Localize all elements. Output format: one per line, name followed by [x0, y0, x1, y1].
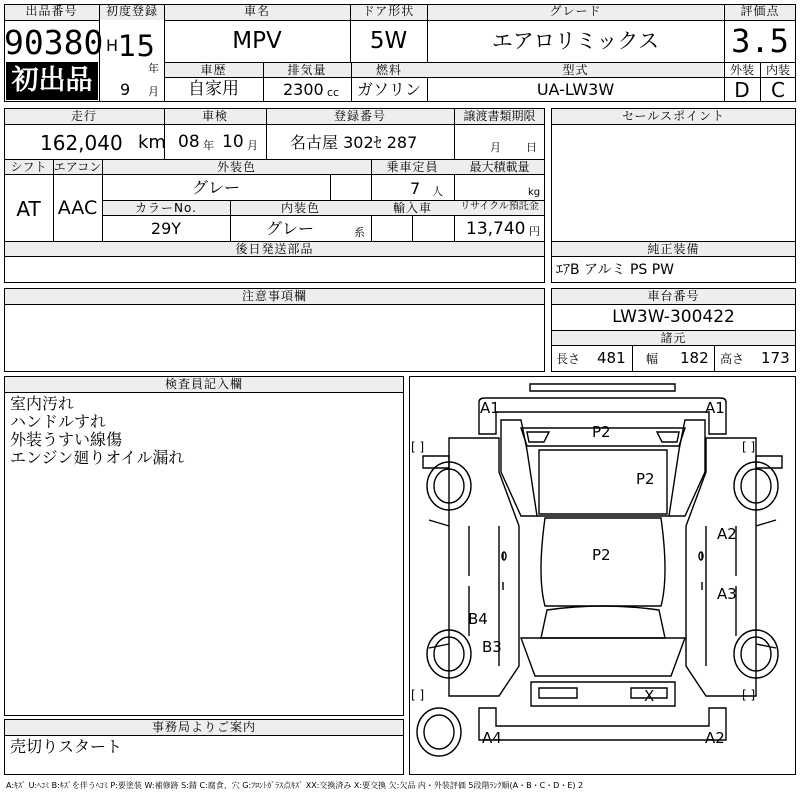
damage-marker-right-door: A2	[717, 525, 737, 543]
damage-marker-rear-left: A4	[482, 729, 502, 747]
interior-color-label: 内装色	[280, 201, 320, 215]
equipment-list: ｴｱB アルミ PS PW	[556, 262, 675, 278]
registration-month: 9	[120, 80, 131, 99]
recycle-deposit: 13,740	[466, 219, 526, 239]
lot-number: 90380	[4, 23, 104, 62]
door-label: ドア形状	[362, 4, 415, 18]
transfer-deadline-label: 譲渡書類期限	[463, 109, 536, 123]
inspector-line: ハンドルすれ	[10, 412, 107, 431]
max-load-label: 最大積載量	[469, 160, 530, 174]
caution-label: 注意事項欄	[241, 289, 307, 303]
exterior-grade-label: 外装	[729, 63, 754, 77]
history-label: 車歴	[200, 63, 227, 77]
lot-number-label: 出品番号	[25, 4, 78, 18]
chassis-label: 車台番号	[647, 289, 700, 303]
capacity-label: 乗車定員	[386, 160, 439, 174]
ac-type: AAC	[57, 197, 98, 219]
sales-points-label: セールスポイント	[622, 109, 725, 123]
plate-label: 登録番号	[333, 109, 386, 123]
model-code: UA-LW3W	[536, 80, 615, 99]
month-unit: 月	[148, 85, 159, 98]
displacement: 2300	[283, 80, 324, 99]
damage-marker-rear-lamp: X	[644, 687, 655, 705]
exterior-color: グレー	[191, 178, 240, 197]
damage-marker-left-door: B4	[468, 610, 488, 628]
grade: エアロリミックス	[491, 29, 660, 53]
interior-grade-label: 内装	[765, 63, 790, 77]
width-label: 幅	[646, 352, 659, 366]
year-unit: 年	[148, 62, 159, 75]
length-label: 長さ	[556, 352, 581, 366]
damage-marker-front-right: A1	[705, 399, 725, 417]
overall-score: 3.5	[731, 22, 789, 60]
length-value: 481	[597, 349, 626, 367]
inspector-label: 検査員記入欄	[164, 377, 243, 391]
displacement-label: 排気量	[287, 63, 327, 77]
car-name-label: 車名	[243, 4, 270, 18]
capacity: 7	[410, 179, 421, 198]
displacement-unit: cc	[327, 86, 340, 99]
left-rear-bracket: [ ]	[411, 688, 425, 702]
inspector-line: 外装うすい線傷	[10, 430, 123, 449]
dimensions-label: 諸元	[660, 331, 687, 345]
height-value: 173	[761, 349, 790, 367]
damage-marker-front-bumper: P2	[592, 423, 611, 441]
interior-grade: C	[771, 78, 785, 102]
damage-marker-roof: P2	[592, 546, 611, 564]
car-history: 自家用	[188, 79, 239, 99]
inspection-month-unit: 月	[247, 139, 258, 152]
color-number-label: カラーNo.	[135, 201, 197, 215]
era-letter: H	[106, 36, 119, 55]
inspection-month: 10	[222, 132, 244, 152]
door-type: 5W	[369, 28, 408, 54]
recycle-deposit-label: リサイクル預託金	[460, 201, 539, 212]
equipment-label: 純正装備	[647, 242, 700, 256]
damage-marker-rear-right: A2	[705, 729, 725, 747]
width-value: 182	[680, 349, 709, 367]
interior-color-suffix: 系	[354, 226, 365, 239]
height-label: 高さ	[720, 352, 745, 366]
mileage-unit: km	[138, 132, 166, 153]
ac-label: エアコン	[53, 160, 102, 174]
office-note: 売切りスタート	[10, 737, 123, 756]
mileage-label: 走行	[70, 109, 97, 123]
import-label: 輸入車	[392, 201, 432, 215]
grade-label: グレード	[549, 4, 602, 18]
fuel-type: ガソリン	[356, 80, 421, 99]
chassis-number: LW3W-300422	[612, 307, 735, 327]
later-parts-label: 後日発送部品	[235, 242, 314, 256]
inspection-label: 車検	[201, 109, 228, 123]
fuel-label: 燃料	[375, 63, 402, 77]
inspector-line: 室内汚れ	[10, 394, 75, 413]
score-label: 評価点	[740, 4, 780, 18]
damage-marker-right-rear: A3	[717, 585, 737, 603]
damage-marker-left-rear: B3	[482, 638, 502, 656]
model-label: 型式	[562, 63, 589, 77]
transfer-day-unit: 日	[526, 141, 537, 154]
mileage: 162,040	[40, 131, 123, 155]
right-mirror-bracket: [ ]	[742, 440, 756, 454]
damage-marker-hood: P2	[636, 470, 655, 488]
recycle-unit: 円	[529, 225, 540, 238]
office-label: 事務局よりご案内	[151, 720, 256, 734]
max-load-unit: kg	[528, 187, 541, 198]
damage-legend: A:ｷｽﾞ U:ﾍｺﾐ B:ｷｽﾞを伴うﾍｺﾐ P:要塗装 W:補修跡 S:錆 C:腐食、穴 G:ﾌﾛﾝﾄｶﾞﾗｽ点ｷｽﾞ XX:交換済み X:要交換 欠:欠品 内・外装評価 5段階ﾗﾝｸ順(A・B・C・D・E) 2	[6, 781, 584, 790]
first-registration-label: 初度登録	[105, 4, 158, 18]
damage-marker-front-left: A1	[480, 399, 500, 417]
shift-type: AT	[16, 197, 41, 221]
interior-color: グレー	[265, 219, 314, 238]
exterior-grade: D	[734, 78, 750, 102]
capacity-unit: 人	[432, 185, 443, 198]
left-mirror-bracket: [ ]	[411, 440, 425, 454]
inspector-line: エンジン廻りオイル漏れ	[10, 448, 185, 467]
registration-year: 15	[118, 29, 155, 63]
inspection-year-unit: 年	[203, 139, 214, 152]
transfer-month-unit: 月	[490, 141, 501, 154]
first-listing-badge: 初出品	[6, 62, 98, 100]
shift-label: シフト	[10, 160, 47, 174]
color-number: 29Y	[150, 219, 182, 238]
plate-number: 名古屋 302ｾ 287	[290, 133, 418, 152]
car-name: MPV	[232, 28, 282, 54]
exterior-color-label: 外装色	[216, 160, 256, 174]
right-rear-bracket: [ ]	[742, 688, 756, 702]
inspection-year: 08	[178, 132, 200, 152]
